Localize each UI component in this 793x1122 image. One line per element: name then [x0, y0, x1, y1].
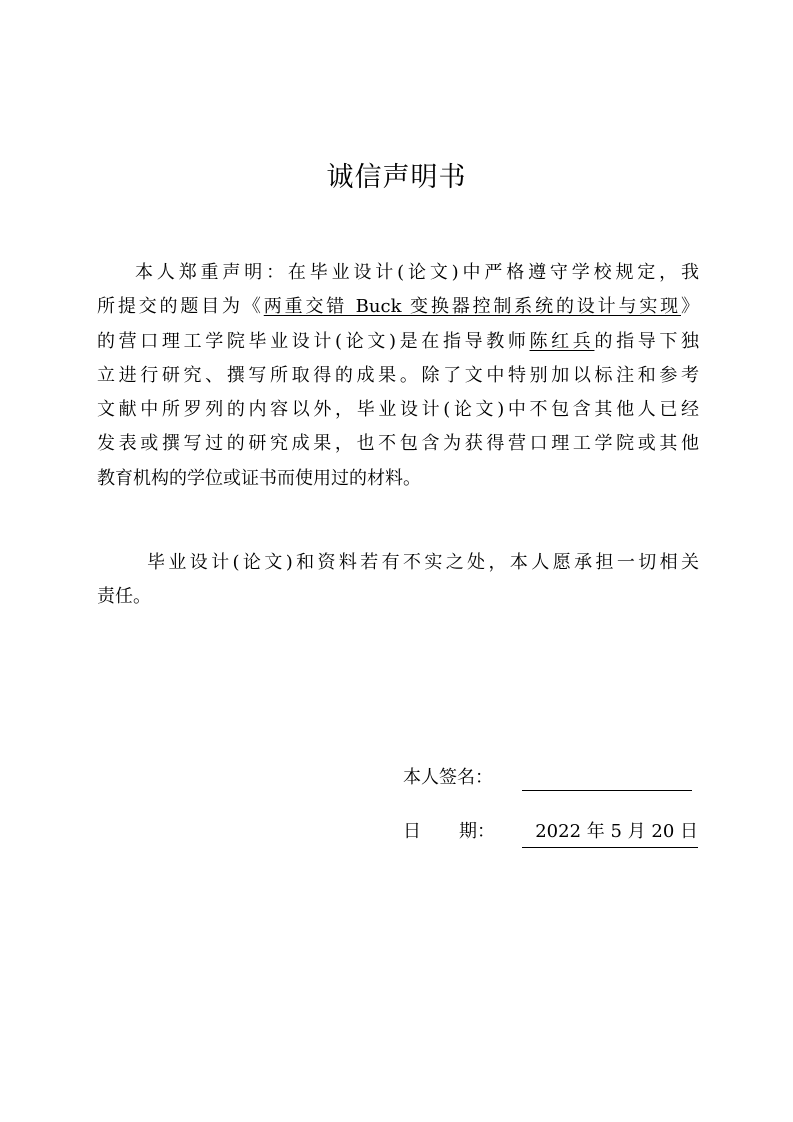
declaration-paragraph: [97, 256, 699, 496]
responsibility-line: 责任。: [97, 586, 151, 608]
text-fragment: 的营口理工学院毕业设计(论文)是在指导教师: [97, 330, 530, 352]
declaration-line: 立进行研究、撰写所取得的成果。除了文中特别加以标注和参考: [97, 364, 699, 386]
text-fragment: 所提交的题目为《: [97, 296, 264, 318]
declaration-line: 文献中所罗列的内容以外，毕业设计(论文)中不包含其他人已经: [97, 399, 699, 421]
signature-field[interactable]: [522, 790, 692, 791]
date-label-qi: 期：: [459, 821, 495, 842]
thesis-title: 两重交错 Buck 变换器控制系统的设计与实现: [263, 296, 681, 318]
declaration-line: [97, 325, 699, 359]
declaration-line: 本人郑重声明：在毕业设计(论文)中严格遵守学校规定，我: [135, 262, 699, 283]
date-value: 2022 年 5 月 20 日: [522, 817, 698, 848]
declaration-line: [97, 290, 699, 324]
date-label: [403, 817, 495, 847]
advisor-name: 陈红兵: [529, 330, 595, 352]
declaration-line: 教育机构的学位或证书而使用过的材料。: [97, 467, 421, 489]
declaration-line: 发表或撰写过的研究成果，也不包含为获得营口理工学院或其他: [97, 433, 699, 455]
signature-label: 本人签名：: [403, 767, 493, 788]
responsibility-line: 毕业设计(论文)和资料若有不实之处，本人愿承担一切相关: [147, 552, 699, 573]
date-label-ri: 日: [403, 821, 421, 842]
responsibility-paragraph: [97, 546, 699, 615]
text-fragment: 》: [681, 296, 699, 318]
text-fragment: 的指导下独: [594, 330, 700, 352]
page-title: 诚信声明书: [326, 162, 467, 193]
